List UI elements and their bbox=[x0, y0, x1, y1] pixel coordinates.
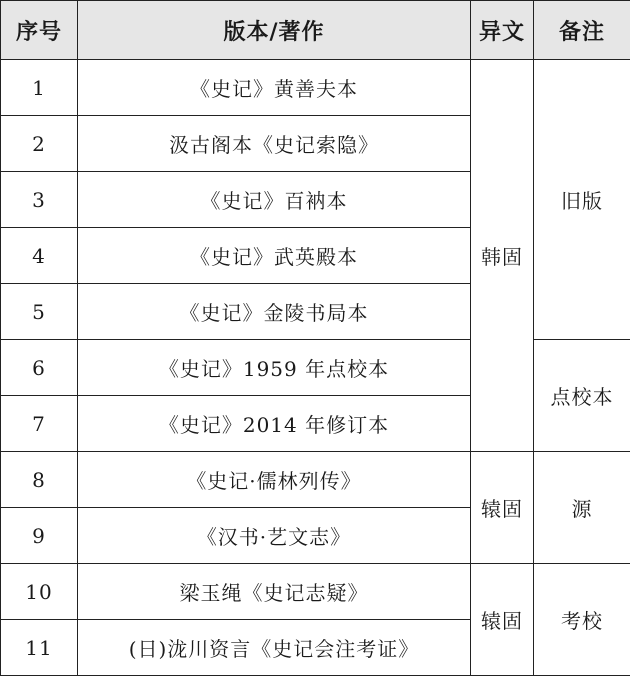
note-cell: 旧版 bbox=[534, 60, 630, 340]
variant-cell: 辕固 bbox=[471, 452, 534, 564]
row-edition: 《史记》百衲本 bbox=[78, 172, 471, 228]
row-index: 4 bbox=[1, 228, 78, 284]
row-edition: 《史记》2014 年修订本 bbox=[78, 396, 471, 452]
header-edition: 版本/著作 bbox=[78, 1, 471, 60]
row-index: 10 bbox=[1, 564, 78, 620]
row-edition: 汲古阁本《史记索隐》 bbox=[78, 116, 471, 172]
table-row bbox=[1, 452, 630, 508]
row-index: 9 bbox=[1, 508, 78, 564]
note-cell: 点校本 bbox=[534, 340, 630, 452]
note-cell: 源 bbox=[534, 452, 630, 564]
variant-cell: 辕固 bbox=[471, 564, 534, 676]
row-edition: 《史记》金陵书局本 bbox=[78, 284, 471, 340]
header-row bbox=[1, 1, 630, 60]
table-row bbox=[1, 340, 630, 396]
row-edition: 《汉书·艺文志》 bbox=[78, 508, 471, 564]
table-row bbox=[1, 60, 630, 116]
header-index: 序号 bbox=[1, 1, 78, 60]
header-note: 备注 bbox=[534, 1, 630, 60]
row-edition: 梁玉绳《史记志疑》 bbox=[78, 564, 471, 620]
row-index: 5 bbox=[1, 284, 78, 340]
note-cell: 考校 bbox=[534, 564, 630, 676]
row-index: 6 bbox=[1, 340, 78, 396]
row-edition: 《史记》武英殿本 bbox=[78, 228, 471, 284]
row-index: 2 bbox=[1, 116, 78, 172]
row-index: 3 bbox=[1, 172, 78, 228]
row-index: 7 bbox=[1, 396, 78, 452]
row-index: 1 bbox=[1, 60, 78, 116]
row-index: 11 bbox=[1, 620, 78, 676]
row-edition: 《史记·儒林列传》 bbox=[78, 452, 471, 508]
row-edition: (日)泷川资言《史记会注考证》 bbox=[78, 620, 471, 676]
header-variant: 异文 bbox=[471, 1, 534, 60]
row-edition: 《史记》黄善夫本 bbox=[78, 60, 471, 116]
table-row bbox=[1, 564, 630, 620]
row-edition: 《史记》1959 年点校本 bbox=[78, 340, 471, 396]
row-index: 8 bbox=[1, 452, 78, 508]
variant-cell: 韩固 bbox=[471, 60, 534, 452]
